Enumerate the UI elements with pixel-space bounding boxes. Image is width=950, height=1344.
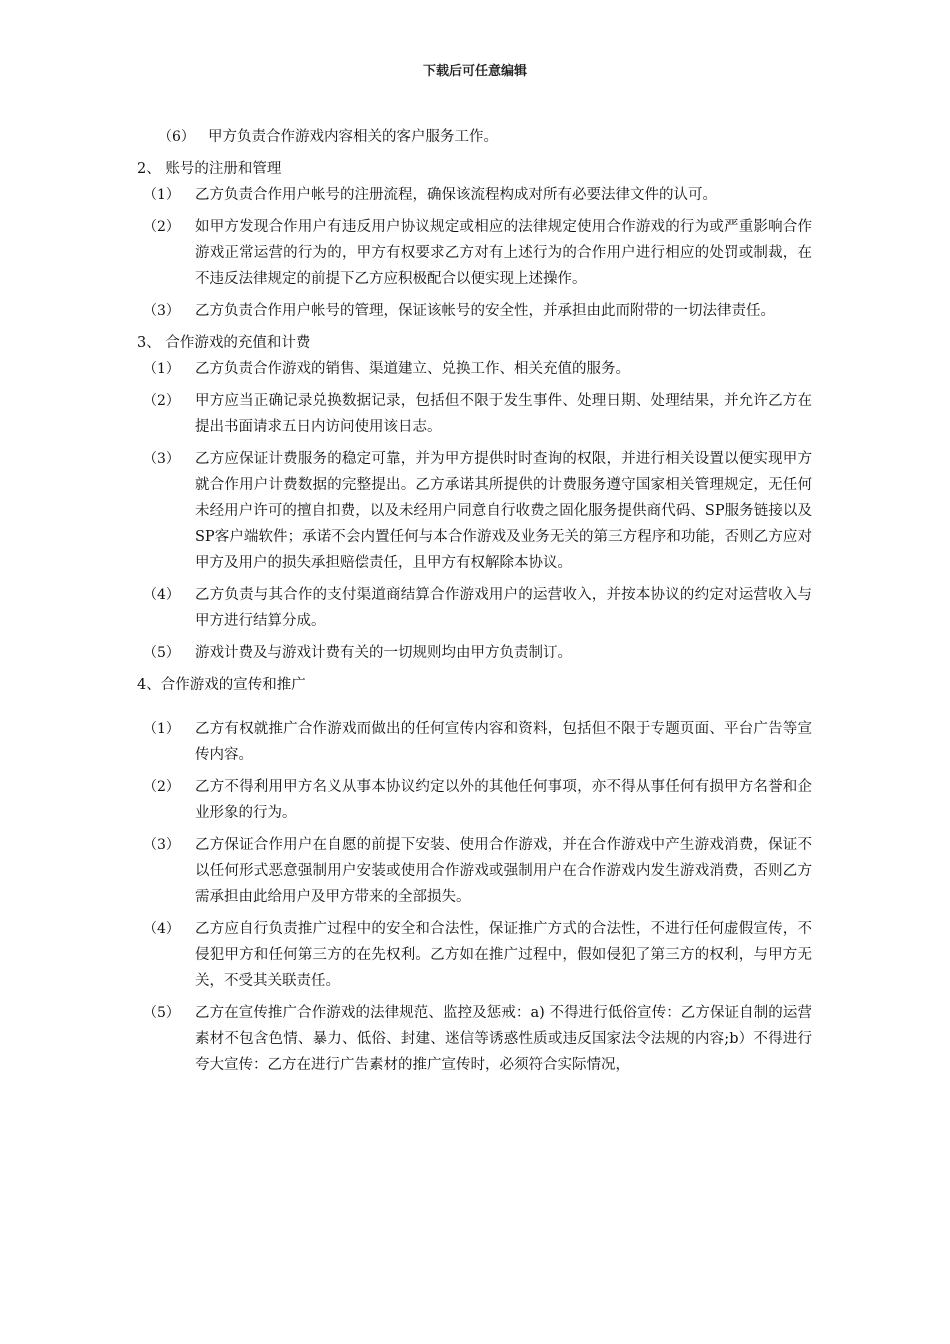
clause-number: （2）: [143, 779, 180, 795]
clause-number: （5）: [143, 1005, 180, 1021]
clause-item: [0, 1000, 950, 1078]
clause-item: [0, 774, 950, 826]
clause-number: （1）: [143, 361, 180, 377]
clause-number: （3）: [143, 837, 180, 853]
clause-item: [0, 298, 950, 324]
clause-number: （4）: [143, 587, 180, 603]
clause-text: 甲方应当正确记录兑换数据记录，包括但不限于发生事件、处理日期、处理结果，并允许乙方在提出书面请求五日内访问使用该日志。: [195, 393, 812, 435]
clause-text: 乙方有权就推广合作游戏而做出的任何宣传内容和资料，包括但不限于专题页面、平台广告等宣传内容。: [195, 721, 812, 763]
clause-number: （2）: [143, 393, 180, 409]
clause-text: 乙方应自行负责推广过程中的安全和合法性，保证推广方式的合法性，不进行任何虚假宣传，不侵犯甲方和任何第三方的在先权利。乙方如在推广过程中，假如侵犯了第三方的权利，与甲方无关，不受其关联责任。: [195, 921, 812, 989]
clause-number: （1）: [143, 187, 180, 203]
clause-item: [0, 832, 950, 910]
clause-text: 如甲方发现合作用户有违反用户协议规定或相应的法律规定使用合作游戏的行为或严重影响合作游戏正常运营的行为的，甲方有权要求乙方对有上述行为的合作用户进行相应的处罚或制裁，在不违反法律规定的前提下乙方应积极配合以便实现上述操作。: [195, 219, 812, 287]
clause-item: [0, 916, 950, 994]
clause-text: 乙方保证合作用户在自愿的前提下安装、使用合作游戏，并在合作游戏中产生游戏消费，保证不以任何形式恶意强制用户安装或使用合作游戏或强制用户在合作游戏内发生游戏消费，否则乙方需承担由此给用户及甲方带来的全部损失。: [195, 837, 812, 905]
clause-text: 乙方应保证计费服务的稳定可靠，并为甲方提供时时查询的权限，并进行相关设置以便实现甲方就合作用户计费数据的完整提出。乙方承诺其所提供的计费服务遵守国家相关管理规定，无任何未经用户许可的擅自扣费，以及未经用户同意自行收费之固化服务提供商代码、SP服务链接以及SP客户端软件；承诺不会内置任何与本合作游戏及业务无关的第三方程序和功能，否则乙方应对甲方及用户的损失承担赔偿责任，且甲方有权解除本协议。: [195, 451, 812, 571]
clause-text: 乙方不得利用甲方名义从事本协议约定以外的其他任何事项，亦不得从事任何有损甲方名誉和企业形象的行为。: [195, 779, 812, 821]
clause-number: （2）: [143, 219, 180, 235]
section-heading: 4、合作游戏的宣传和推广: [137, 677, 306, 693]
header-note: 下载后可任意编辑: [422, 64, 527, 79]
section-heading: 2、 账号的注册和管理: [137, 161, 282, 177]
clause-item: [0, 388, 950, 440]
clause-number: （6）: [158, 129, 195, 145]
section-heading: 3、 合作游戏的充值和计费: [137, 335, 311, 351]
clause-number: （3）: [143, 451, 180, 467]
clause-text: 乙方负责合作用户帐号的管理，保证该帐号的安全性，并承担由此而附带的一切法律责任。: [195, 303, 775, 319]
clause-item: [0, 640, 950, 666]
clause-item: [0, 356, 950, 382]
clause-item: [0, 582, 950, 634]
clause-number: （3）: [143, 303, 180, 319]
clause-number: （1）: [143, 721, 180, 737]
clause-text: 游戏计费及与游戏计费有关的一切规则均由甲方负责制订。: [195, 645, 572, 661]
clause-text: 甲方负责合作游戏内容相关的客户服务工作。: [208, 129, 498, 145]
clause-item: [0, 214, 950, 292]
clause-number: （4）: [143, 921, 180, 937]
clause-item: [0, 182, 950, 208]
document-body: [0, 124, 950, 1084]
clause-item: [0, 716, 950, 768]
clause-text: 乙方负责合作用户帐号的注册流程，确保该流程构成对所有必要法律文件的认可。: [195, 187, 717, 203]
clause-number: （5）: [143, 645, 180, 661]
clause-text: 乙方负责与其合作的支付渠道商结算合作游戏用户的运营收入，并按本协议的约定对运营收入与甲方进行结算分成。: [195, 587, 812, 629]
clause-item: [0, 124, 950, 150]
clause-text: 乙方负责合作游戏的销售、渠道建立、兑换工作、相关充值的服务。: [195, 361, 630, 377]
clause-item: [0, 446, 950, 576]
clause-text: 乙方在宣传推广合作游戏的法律规范、监控及惩戒：a) 不得进行低俗宣传：乙方保证自制的运营素材不包含色情、暴力、低俗、封建、迷信等诱惑性质或违反国家法令法规的内容;b）不得进行夸大宣传：乙方在进行广告素材的推广宣传时，必须符合实际情况，: [195, 1005, 812, 1073]
